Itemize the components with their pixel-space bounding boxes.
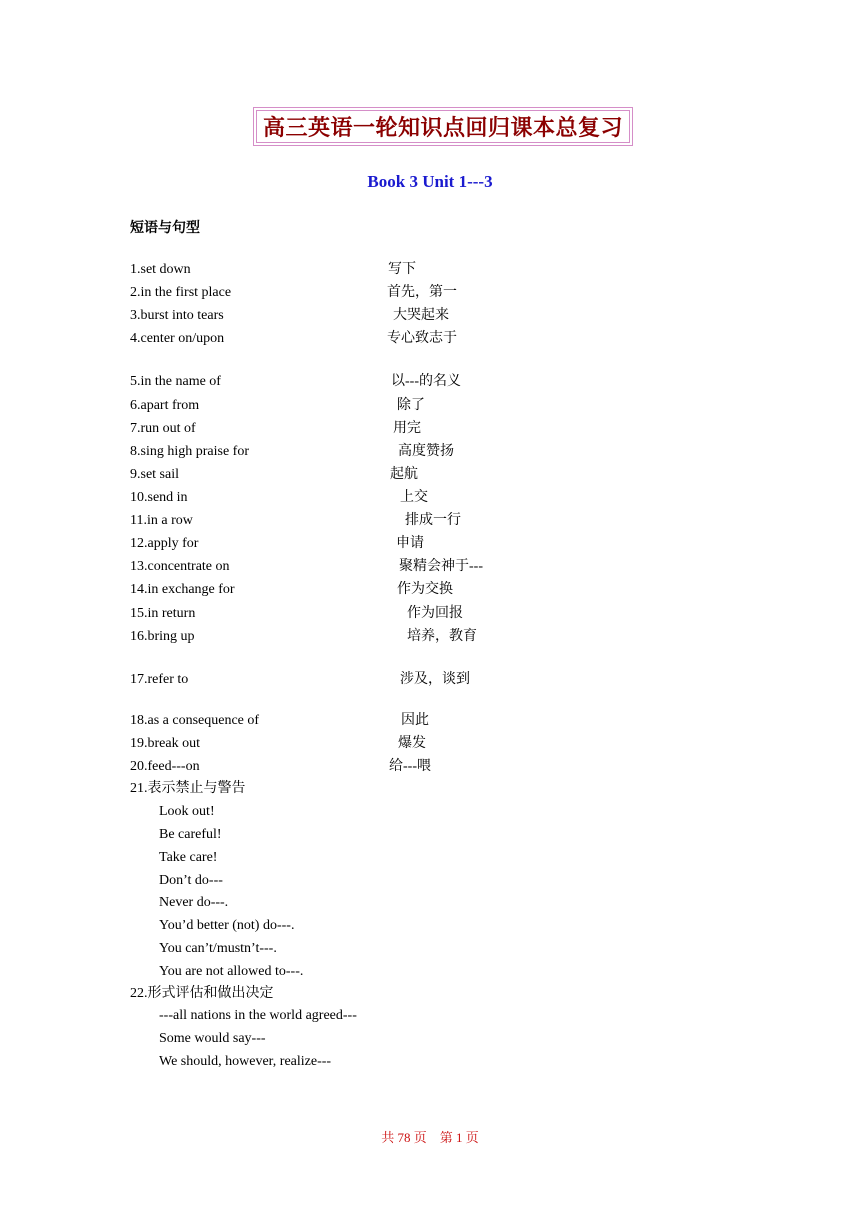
- phrase-cn: 首先，第一: [387, 285, 457, 300]
- phrase-cn: 写下: [388, 262, 416, 277]
- item-21-line: Never do---.: [159, 895, 229, 910]
- phrase-en: 18.as a consequence of: [130, 713, 260, 728]
- phrase-en: 10.send in: [130, 490, 188, 505]
- phrase-cn: 除了: [397, 398, 425, 413]
- phrase-cn: 上交: [400, 490, 428, 505]
- item-21-line: Don’t do---: [159, 873, 223, 888]
- phrase-cn: 作为交换: [397, 582, 453, 597]
- phrase-en: 14.in exchange for: [130, 582, 235, 597]
- item-21-line: Take care!: [159, 850, 218, 865]
- item-21-line: You can’t/mustn’t---.: [159, 941, 277, 956]
- title-box: [256, 110, 630, 143]
- phrase-cn: 专心致志于: [387, 331, 457, 346]
- phrase-cn: 大哭起来: [393, 308, 449, 323]
- phrase-en: 4.center on/upon: [130, 331, 225, 346]
- phrase-cn: 因此: [401, 713, 429, 728]
- item-22-line: We should, however, realize---: [159, 1054, 332, 1069]
- phrase-cn: 给---喂: [389, 759, 431, 774]
- phrase-cn: 起航: [390, 467, 418, 482]
- phrase-en: 12.apply for: [130, 536, 199, 551]
- phrase-en: 20.feed---on: [130, 759, 200, 774]
- phrase-en: 16.bring up: [130, 629, 195, 644]
- phrase-en: 3.burst into tears: [130, 308, 224, 323]
- phrase-en: 15.in return: [130, 606, 196, 621]
- item-21-line: Look out!: [159, 804, 215, 819]
- phrase-cn: 高度赞扬: [398, 444, 454, 459]
- item-22-line: Some would say---: [159, 1031, 266, 1046]
- page-footer: 共 78 页 第 1 页: [381, 1130, 479, 1145]
- item-21-heading: 21.表示禁止与警告: [130, 781, 246, 796]
- phrase-en: 6.apart from: [130, 398, 200, 413]
- phrase-cn: 作为回报: [407, 606, 463, 621]
- phrase-en: 9.set sail: [130, 467, 179, 482]
- phrase-en: 7.run out of: [130, 421, 196, 436]
- item-22-heading: 22.形式评估和做出决定: [130, 986, 274, 1001]
- phrase-en: 1.set down: [130, 262, 191, 277]
- phrase-en: 2.in the first place: [130, 285, 232, 300]
- phrase-en: 13.concentrate on: [130, 559, 230, 574]
- item-21-line: Be careful!: [159, 827, 222, 842]
- phrase-cn: 培养，教育: [407, 629, 477, 644]
- item-21-line: You are not allowed to---.: [159, 964, 304, 979]
- phrase-cn: 涉及，谈到: [400, 672, 470, 687]
- phrase-cn: 用完: [393, 421, 421, 436]
- item-22-line: ---all nations in the world agreed---: [159, 1008, 357, 1023]
- document-subtitle: Book 3 Unit 1---3: [367, 172, 493, 191]
- phrase-en: 8.sing high praise for: [130, 444, 249, 459]
- phrase-en: 19.break out: [130, 736, 200, 751]
- phrase-en: 17.refer to: [130, 672, 189, 687]
- phrase-cn: 聚精会神于---: [399, 559, 483, 574]
- phrase-en: 11.in a row: [130, 513, 193, 528]
- phrase-en: 5.in the name of: [130, 374, 221, 389]
- section-heading: 短语与句型: [130, 220, 200, 236]
- phrase-cn: 爆发: [398, 736, 426, 751]
- item-21-line: You’d better (not) do---.: [159, 918, 295, 933]
- document-title: 高三英语一轮知识点回归课本总复习: [262, 116, 623, 141]
- phrase-cn: 以---的名义: [391, 374, 461, 389]
- phrase-cn: 排成一行: [405, 513, 461, 528]
- phrase-cn: 申请: [396, 536, 424, 551]
